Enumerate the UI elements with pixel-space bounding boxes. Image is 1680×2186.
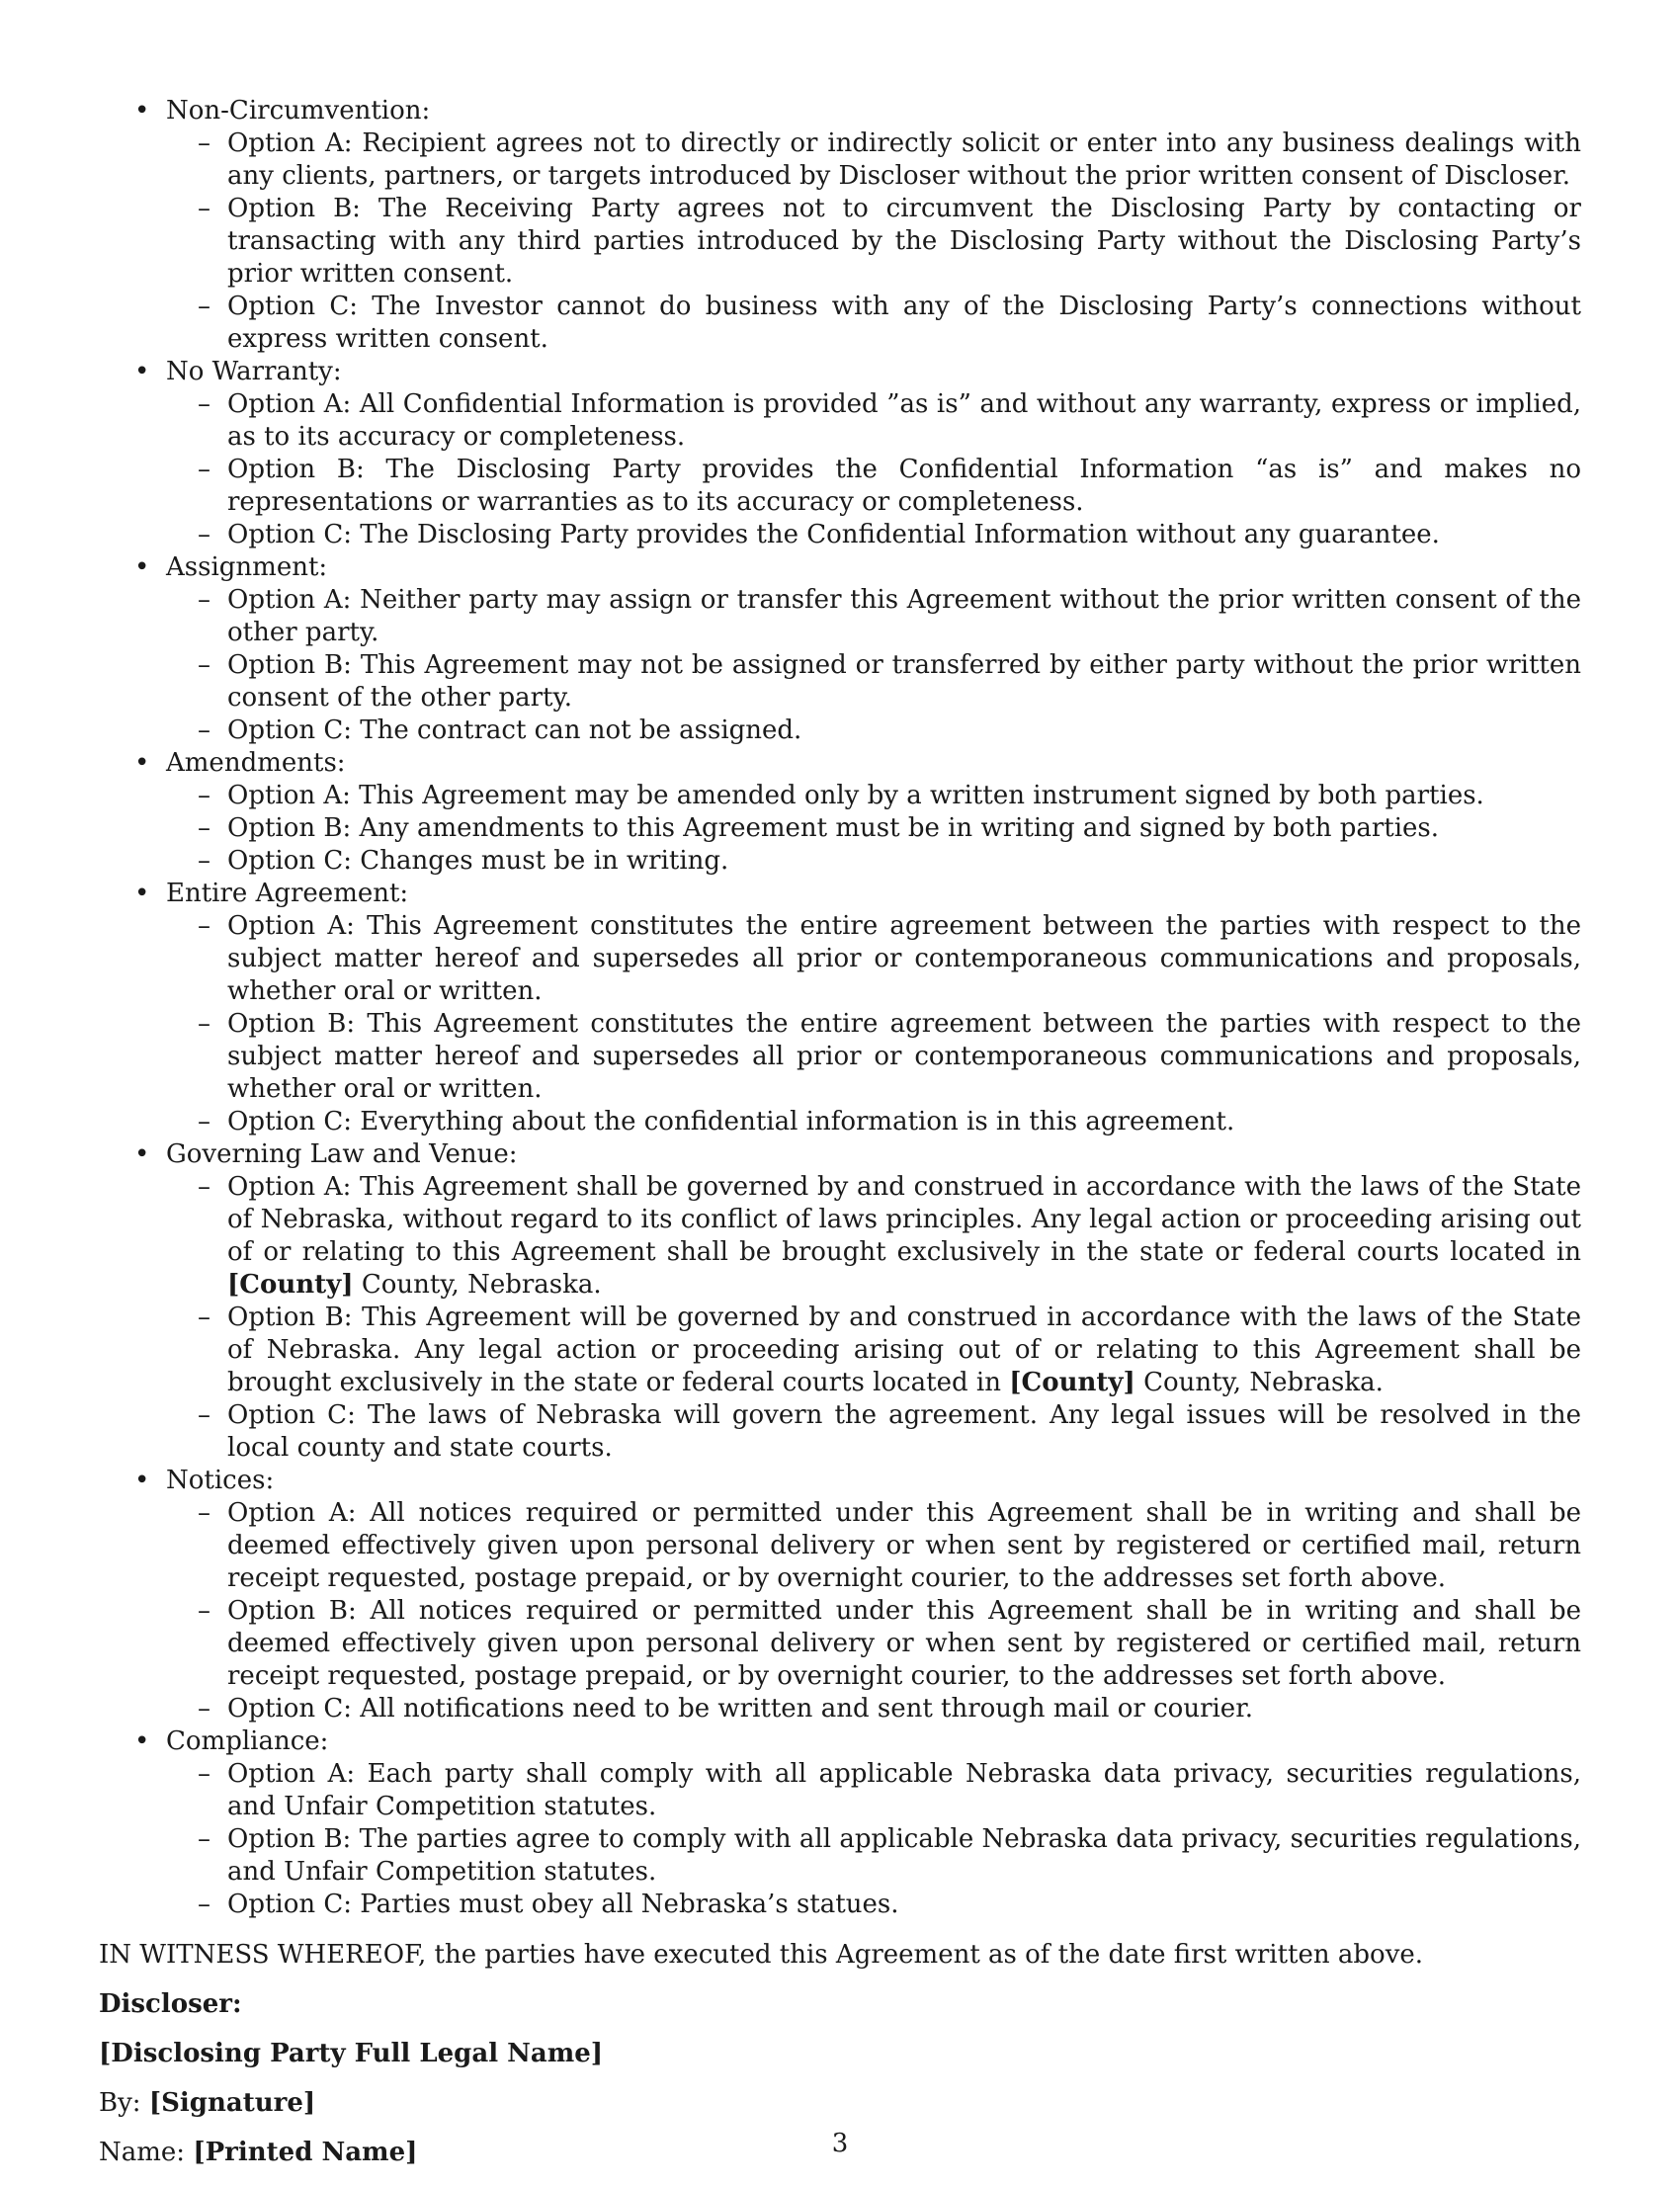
option-text: Option B: This Agreement constitutes the entire agreement between the parties with respect to the subject matter hereof and supersedes all prior or contemporaneous communications and proposals, whether oral or written. [227,1009,1581,1104]
option-text: Option C: Changes must be in writing. [227,846,729,876]
dash-icon: – [198,846,210,876]
dash-icon: – [198,1303,210,1332]
option-text: Option C: The Investor cannot do business with any of the Disclosing Party’s connections without express written consent. [227,292,1581,354]
option-text: Option B: This Agreement may not be assigned or transferred by either party without the prior written consent of the other party. [227,650,1581,713]
clause-title: Assignment: [166,552,328,582]
clause-title: Non-Circumvention: [166,96,431,126]
clause-option [166,715,1581,747]
option-list [166,1171,1581,1465]
clause-title: Compliance: [166,1726,329,1756]
dash-icon: – [198,455,210,484]
bullet-icon: • [134,1726,150,1756]
dash-icon: – [198,813,210,843]
bullet-icon: • [134,552,150,582]
bullet-icon: • [134,1139,150,1169]
clause-option [166,1823,1581,1889]
clause-governing-law-and-venue [99,1138,1581,1465]
option-list [166,388,1581,551]
clause-non-circumvention [99,95,1581,356]
clause-option [166,812,1581,845]
clause-amendments [99,747,1581,878]
bullet-icon: • [134,1466,150,1495]
witness-statement: IN WITNESS WHEREOF, the parties have executed this Agreement as of the date first written above. [99,1940,1424,1970]
signature-line [99,2087,1581,2120]
clause-option [166,291,1581,356]
clause-notices [99,1465,1581,1725]
option-text: Option A: Neither party may assign or transfer this Agreement without the prior written consent of the other party. [227,585,1581,647]
dash-icon: – [198,1400,210,1430]
option-text: Option C: Everything about the confidential information is in this agreement. [227,1107,1235,1136]
option-list [166,780,1581,878]
printed-name-placeholder: [Printed Name] [193,2138,418,2167]
clause-option [166,845,1581,878]
clause-option [166,454,1581,519]
dash-icon: – [198,194,210,223]
dash-icon: – [198,1107,210,1136]
option-list [166,1758,1581,1921]
option-text: Option C: The contract can not be assigned. [227,715,802,745]
discloser-role-label: Discloser: [99,1989,242,2019]
clause-option [166,1758,1581,1823]
option-text: Option A: Recipient agrees not to directly or indirectly solicit or enter into any business dealings with any clients, partners, or targets introduced by Discloser without the prior written consent of Discloser. [227,128,1581,191]
clause-option [166,1889,1581,1921]
clause-title: Notices: [166,1466,275,1495]
clause-title: Governing Law and Venue: [166,1139,518,1169]
page-number: 3 [831,2129,849,2158]
clause-option [166,519,1581,551]
county-placeholder: [County] [227,1270,354,1300]
option-text: Option A: This Agreement may be amended only by a written instrument signed by both parties. [227,781,1484,810]
dash-icon: – [198,1172,210,1202]
clause-option [166,1106,1581,1138]
dash-icon: – [198,292,210,321]
dash-icon: – [198,1890,210,1919]
county-placeholder: [County] [1009,1368,1135,1397]
option-text: Option B: Any amendments to this Agreement must be in writing and signed by both parties. [227,813,1440,843]
clause-option [166,649,1581,715]
option-text: Option C: The laws of Nebraska will govern the agreement. Any legal issues will be resolved in the local county and state courts. [227,1400,1581,1463]
option-text: Option B: The parties agree to comply with all applicable Nebraska data privacy, securities regulations, and Unfair Competition statutes. [227,1824,1581,1887]
option-text: Option C: The Disclosing Party provides the Confidential Information without any guarantee. [227,520,1440,549]
option-list [166,584,1581,747]
dash-icon: – [198,389,210,419]
signature-placeholder: [Signature] [148,2088,316,2118]
disclosing-party-name: [Disclosing Party Full Legal Name] [99,2039,604,2068]
dash-icon: – [198,128,210,158]
clause-title: No Warranty: [166,357,342,386]
option-list [166,1497,1581,1725]
clause-option [166,1302,1581,1399]
clause-compliance [99,1725,1581,1921]
option-text: Option A: Each party shall comply with all applicable Nebraska data privacy, securities regulations, and Unfair Competition statutes. [227,1759,1581,1821]
dash-icon: – [198,1498,210,1528]
clause-option [166,1497,1581,1595]
clause-option [166,780,1581,812]
dash-icon: – [198,1759,210,1789]
dash-icon: – [198,1694,210,1724]
clause-option [166,910,1581,1008]
clause-option [166,1595,1581,1693]
clause-entire-agreement [99,878,1581,1138]
clause-title: Entire Agreement: [166,879,409,908]
dash-icon: – [198,1596,210,1626]
clause-option [166,193,1581,291]
option-text: Option C: Parties must obey all Nebraska’s statues. [227,1890,899,1919]
option-list [166,127,1581,356]
clause-assignment [99,551,1581,747]
clause-no-warranty [99,356,1581,551]
document-page [99,95,1581,2186]
clause-option [166,1693,1581,1725]
dash-icon: – [198,1009,210,1039]
dash-icon: – [198,911,210,941]
clause-option [166,584,1581,649]
dash-icon: – [198,585,210,615]
dash-icon: – [198,715,210,745]
by-label: By: [99,2088,141,2118]
option-text: Option B: All notices required or permitted under this Agreement shall be in writing and shall be deemed effectively given upon personal delivery or when sent by registered or certified mail, return receipt requested, postage prepaid, or by overnight courier, to the addresses set forth above. [227,1596,1581,1691]
option-text: Option B: This Agreement will be governed by and construed in accordance with the laws of the State of Nebraska. Any legal action or proceeding arising out of or relating to this Agreement shall be brought exclusively in the state or federal courts located in [County] County, Nebraska. [227,1303,1581,1397]
option-text: Option B: The Receiving Party agrees not to circumvent the Disclosing Party by contacting or transacting with any third parties introduced by the Disclosing Party without the Disclosing Party’s prior written consent. [227,194,1581,289]
clause-option [166,1008,1581,1106]
dash-icon: – [198,1824,210,1854]
dash-icon: – [198,650,210,680]
clause-option [166,1399,1581,1465]
dash-icon: – [198,520,210,549]
dash-icon: – [198,781,210,810]
name-label: Name: [99,2138,186,2167]
option-text: Option B: The Disclosing Party provides the Confidential Information “as is” and makes no representations or warranties as to its accuracy or completeness. [227,455,1581,517]
bullet-icon: • [134,879,150,908]
option-list [166,910,1581,1138]
clause-title: Amendments: [166,748,346,778]
option-text: Option C: All notifications need to be written and sent through mail or courier. [227,1694,1254,1724]
option-text: Option A: All Confidential Information is provided ”as is” and without any warranty, express or implied, as to its accuracy or completeness. [227,389,1581,452]
clause-option [166,388,1581,454]
option-text: Option A: This Agreement shall be governed by and construed in accordance with the laws of the State of Nebraska, without regard to its conflict of laws principles. Any legal action or proceeding arising out of or relating to this Agreement shall be brought exclusively in the state or federal courts located in [County] County, Nebraska. [227,1172,1581,1300]
clause-option [166,127,1581,193]
bullet-icon: • [134,748,150,778]
option-text: Option A: All notices required or permitted under this Agreement shall be in writing and shall be deemed effectively given upon personal delivery or when sent by registered or certified mail, return receipt requested, postage prepaid, or by overnight courier, to the addresses set forth above. [227,1498,1581,1593]
bullet-icon: • [134,357,150,386]
clause-list [99,95,1581,1921]
bullet-icon: • [134,96,150,126]
clause-option [166,1171,1581,1302]
option-text: Option A: This Agreement constitutes the entire agreement between the parties with respect to the subject matter hereof and supersedes all prior or contemporaneous communications and proposals, whether oral or written. [227,911,1581,1006]
